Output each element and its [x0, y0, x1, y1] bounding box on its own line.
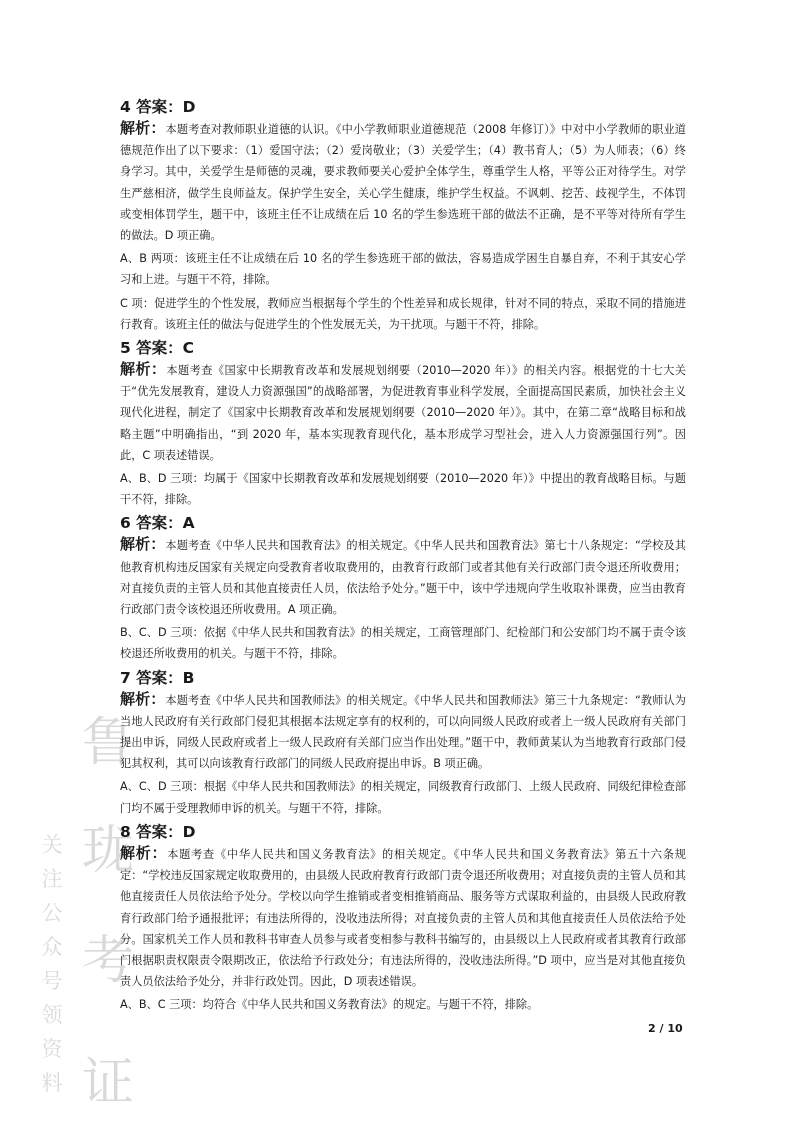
watermark-char: 鲁 [82, 713, 135, 773]
analysis-text: 本题考查《国家中长期教育改革和发展规划纲要（2010—2020 年）》的相关内容。根据党的十七大关于“优先发展教育，建设人力资源强国”的战略部署，为促进教育事业科学发展，全面提高国民素质，加快社会主义现代化进程，制定了《国家中长期教育改革和发展规划纲要（2010—2020 年）》。其中，在第二章“战略目标和战略主题”中明确指出，“到 2020 年，基本实现教育现代化，基本形成学习型社会，进入人力资源强国行列”。因此，C 项表述错误。 [120, 364, 686, 462]
analysis-paragraph [120, 534, 686, 620]
analysis-text: 本题考查对教师职业道德的认识。《中小学教师职业道德规范（2008 年修订）》中对中小学教师的职业道德规范作出了以下要求：（1）爱国守法；（2）爱岗敬业；（3）关爱学生；（4）教书育人；（5）为人师表；（6）终身学习。其中，关爱学生是师德的灵魂，要求教师要关心爱护全体学生，尊重学生人格，平等公正对待学生。对学生严慈相济，做学生良师益友。保护学生安全，关心学生健康，维护学生权益。不讽刺、挖苦、歧视学生，不体罚或变相体罚学生，题干中，该班主任不让成绩在后 10 名的学生参选班干部的做法不正确，是不平等对待所有学生的做法。D 项正确。 [120, 123, 686, 243]
answer-title: 6 答案：A [120, 514, 195, 533]
watermark-col-char: 注 [41, 867, 63, 891]
analysis-paragraph [120, 689, 686, 775]
watermark-col-char: 众 [41, 935, 63, 959]
answer-section [120, 96, 686, 335]
analysis-label: 解析： [120, 843, 168, 862]
option-analysis: B、C、D 三项：依据《中华人民共和国教育法》的相关规定，工商管理部门、纪检部门和公安部门均不属于责令该校退还所收费用的机关。与题干不符，排除。 [120, 626, 686, 661]
analysis-text: 本题考查《中华人民共和国教师法》的相关规定。《中华人民共和国教师法》第三十九条规定：“教师认为当地人民政府有关行政部门侵犯其根据本法规定享有的权利的，可以向同级人民政府或者上一级人民政府有关部门提出申诉，同级人民政府或者上一级人民政府有关部门应当作出处理。”题干中，教师黄某认为当地教育行政部门侵犯其权利，其可以向该教育行政部门的同级人民政府提出申诉。B 项正确。 [120, 693, 686, 771]
option-analysis: C 项：促进学生的个性发展，教师应当根据每个学生的个性差异和成长规律，针对不同的特点，采取不同的措施进行教育。该班主任的做法与促进学生的个性发展无关，为干扰项。与题干不符，排除。 [120, 296, 686, 331]
watermark-column [38, 828, 66, 1100]
watermark-col-char: 料 [41, 1071, 63, 1095]
analysis-text: 本题考查《中华人民共和国义务教育法》的相关规定。《中华人民共和国义务教育法》第五十六条规定：“学校违反国家规定收取费用的，由县级人民政府教育行政部门责令退还所收费用；对直接负责的主管人员和其他直接责任人员依法给予处分。学校以向学生推销或者变相推销商品、服务等方式谋取利益的，由县级人民政府教育行政部门给予通报批评；有违法所得的，没收违法所得；对直接负责的主管人员和其他直接责任人员依法给予处分。国家机关工作人员和教科书审查人员参与或者变相参与教科书编写的，由县级以上人民政府或者其教育行政部门根据职责权限责令限期改正，依法给予行政处分；有违法所得的，没收违法所得。”D 项中，应当是对其他直接负责人员依法给予处分，并非行政处罚。因此，D 项表述错误。 [120, 847, 686, 989]
analysis-label: 解析： [120, 535, 166, 554]
answer-title: 7 答案：B [120, 668, 195, 687]
watermark-col-char: 领 [41, 1003, 63, 1027]
answer-title: 8 答案：D [120, 822, 196, 841]
watermark-char: 证 [82, 1053, 135, 1113]
option-analysis: A、B、C 三项：均符合《中华人民共和国义务教育法》的规定。与题干不符，排除。 [120, 998, 539, 1012]
option-analysis: A、C、D 三项：根据《中华人民共和国教师法》的相关规定，同级教育行政部门、上级人民政府、同级纪律检查部门均不属于受理教师申诉的机关。与题干不符，排除。 [120, 780, 686, 815]
watermark-char: 考 [82, 931, 135, 991]
watermark-char: 珑 [82, 821, 135, 881]
watermark-col-char: 关 [41, 833, 63, 857]
answer-section [120, 337, 686, 510]
analysis-paragraph [120, 843, 686, 992]
analysis-label: 解析： [120, 360, 167, 379]
answer-section [120, 821, 686, 1016]
answer-title: 4 答案：D [120, 98, 196, 116]
answer-section [120, 667, 686, 819]
answer-title: 5 答案：C [120, 339, 195, 358]
analysis-paragraph [120, 359, 686, 466]
answer-document [120, 96, 686, 1018]
watermark-col-char: 公 [41, 901, 63, 925]
option-analysis: A、B、D 三项：均属于《国家中长期教育改革和发展规划纲要（2010—2020 年）》中提出的教育战略目标。与题干不符，排除。 [120, 472, 686, 507]
analysis-paragraph [120, 118, 686, 246]
watermark-col-char: 资 [41, 1037, 63, 1061]
analysis-text: 本题考查《中华人民共和国教育法》的相关规定。《中华人民共和国教育法》第七十八条规定：“学校及其他教育机构违反国家有关规定向受教育者收取费用的，由教育行政部门或者其他有关行政部门责令退还所收费用；对直接负责的主管人员和其他直接责任人员，依法给予处分。”题干中，该中学违规向学生收取补课费，应当由教育行政部门责令该校退还所收费用。A 项正确。 [120, 539, 686, 617]
answer-section [120, 512, 686, 664]
analysis-label: 解析： [120, 689, 166, 708]
page-number: 2 / 10 [648, 1022, 683, 1035]
watermark-col-char: 号 [41, 969, 63, 993]
analysis-label: 解析： [120, 119, 166, 137]
option-analysis: A、B 两项：该班主任不让成绩在后 10 名的学生参选班干部的做法，容易造成学困生自暴自弃，不利于其安心学习和上进。与题干不符，排除。 [120, 252, 686, 287]
